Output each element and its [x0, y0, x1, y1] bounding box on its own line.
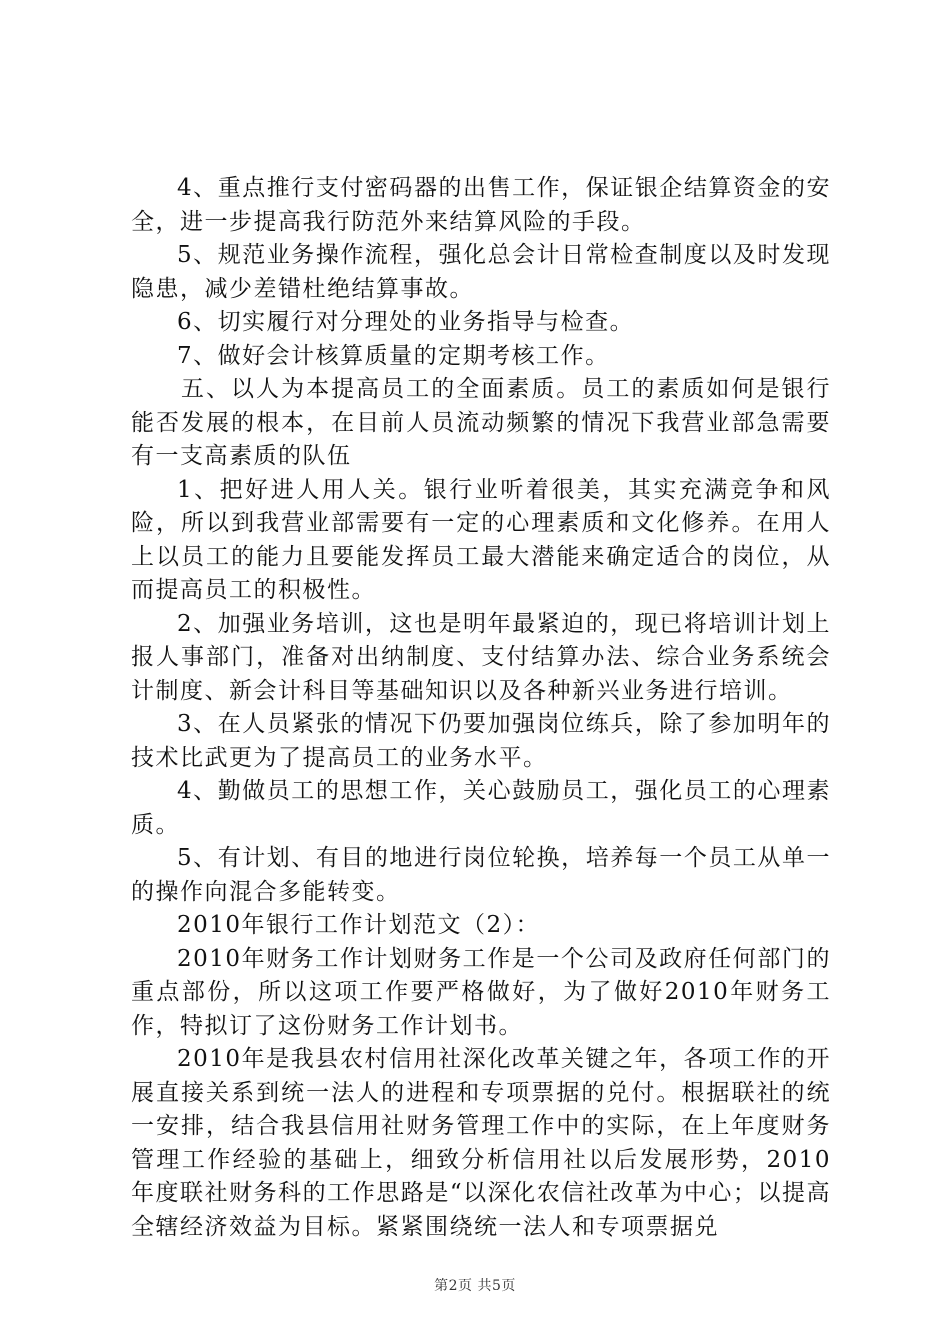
paragraph-item-7-quality-assessment: 7、做好会计核算质量的定期考核工作。 — [177, 342, 610, 369]
paragraph-item-5-standardize-process: 5、规范业务操作流程，强化总会计日常检查制度以及时发现隐患，减少差错杜绝结算事故。 — [131, 242, 831, 302]
page-number-footer: 第2页 共5页 — [434, 1278, 516, 1294]
section-heading-five-people-oriented: 五、以人为本提高员工的全面素质。员工的素质如何是银行能否发展的根本，在目前人员流动频繁的情况下我营业部急需要有一支高素质的队伍 — [131, 376, 831, 469]
paragraph-credit-union-reform: 2010年是我县农村信用社深化改革关键之年，各项工作的开展直接关系到统一法人的进程和专项票据的兑付。根据联社的统一安排，结合我县信用社财务管理工作中的实际，在上年度财务管理工作经验的基础上，细致分析信用社以后发展形势，2010年度联社财务科的工作思路是“以深化农信社改革为中心；以提高全辖经济效益为目标。紧紧围绕统一法人和专项票据兑 — [131, 1046, 831, 1240]
paragraph-item-3-skill-practice: 3、在人员紧张的情况下仍要加强岗位练兵，除了参加明年的技术比武更为了提高员工的业务水平。 — [131, 711, 831, 771]
paragraph-item-1-hiring: 1、把好进人用人关。银行业听着很美，其实充满竞争和风险，所以到我营业部需要有一定的心理素质和文化修养。在用人上以员工的能力且要能发挥员工最大潜能来确定适合的岗位，从而提高员工的积极性。 — [131, 476, 831, 603]
paragraph-item-2-training: 2、加强业务培训，这也是明年最紧迫的，现已将培训计划上报人事部门，准备对出纳制度、支付结算办法、综合业务系统会计制度、新会计科目等基础知识以及各种新兴业务进行培训。 — [131, 610, 831, 704]
sample-heading-2: 2010年银行工作计划范文（2）： — [177, 912, 541, 938]
paragraph-item-6-branch-guidance: 6、切实履行对分理处的业务指导与检查。 — [177, 309, 635, 335]
document-body — [131, 172, 831, 1244]
paragraph-item-4-staff-care: 4、勤做员工的思想工作，关心鼓励员工，强化员工的心理素质。 — [131, 778, 831, 838]
paragraph-item-5-job-rotation: 5、有计划、有目的地进行岗位轮换，培养每一个员工从单一的操作向混合多能转变。 — [131, 845, 831, 905]
paragraph-finance-plan-intro: 2010年财务工作计划财务工作是一个公司及政府任何部门的重点部份，所以这项工作要严格做好，为了做好2010年财务工作，特拟订了这份财务工作计划书。 — [131, 945, 831, 1039]
paragraph-item-4-password-device: 4、重点推行支付密码器的出售工作，保证银企结算资金的安全，进一步提高我行防范外来结算风险的手段。 — [131, 175, 831, 235]
